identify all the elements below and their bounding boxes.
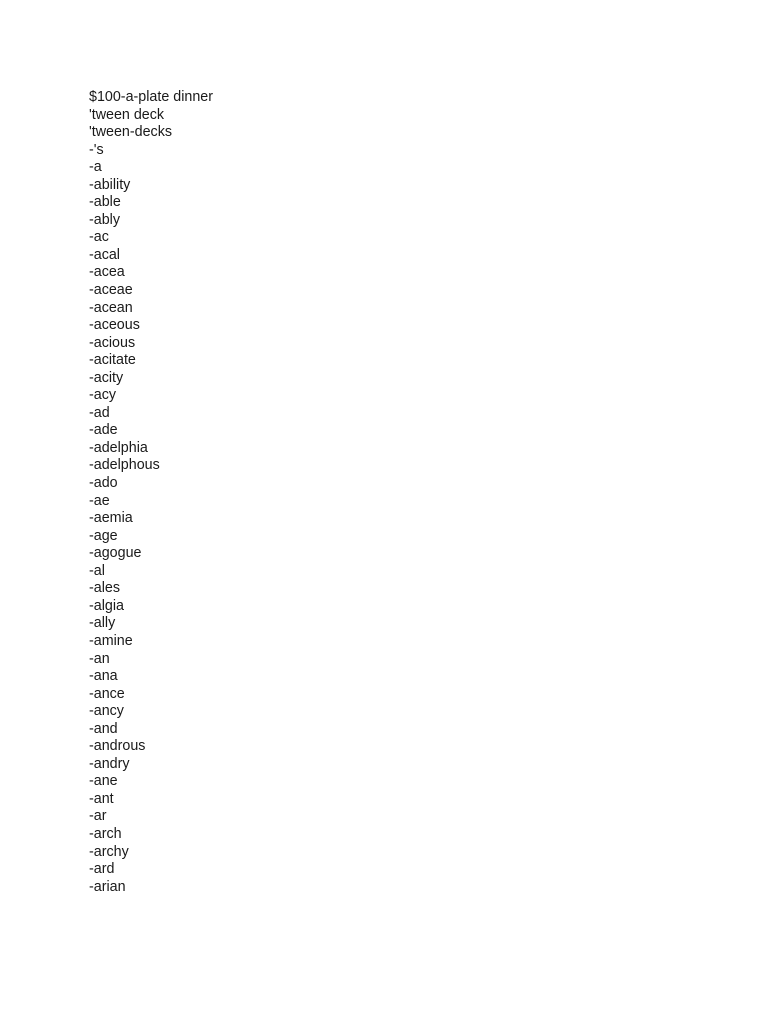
- list-item: -acious: [89, 334, 136, 351]
- list-item: -aceous: [89, 317, 140, 334]
- list-item: -a: [89, 159, 102, 176]
- list-item: -al: [89, 562, 105, 579]
- list-item: $100-a-plate dinner: [89, 89, 213, 105]
- list-item: -ade: [89, 422, 118, 439]
- list-item: -acy: [89, 387, 117, 404]
- list-item: -archy: [89, 843, 129, 860]
- list-item: -algia: [89, 597, 124, 614]
- list-item: -adelphous: [89, 457, 160, 474]
- list-item: -ant: [89, 790, 114, 807]
- list-item: -ally: [89, 615, 116, 632]
- list-item: -acity: [89, 369, 124, 386]
- list-item: -ana: [89, 668, 118, 685]
- list-item: -arian: [89, 878, 126, 895]
- list-item: -ae: [89, 492, 110, 509]
- list-item: -ales: [89, 580, 120, 597]
- list-item: -amine: [89, 632, 133, 649]
- list-item: -andry: [89, 755, 130, 772]
- list-item: 'tween deck: [89, 106, 165, 123]
- list-item: -an: [89, 650, 110, 667]
- list-item: -ably: [89, 211, 120, 228]
- list-item: -aceae: [89, 282, 133, 299]
- list-item: -androus: [89, 738, 146, 755]
- list-item: -ac: [89, 229, 109, 246]
- list-item: 'tween-decks: [89, 124, 172, 141]
- list-item: -acal: [89, 246, 120, 263]
- list-item: -ad: [89, 404, 110, 421]
- list-item: -able: [89, 194, 121, 211]
- list-item: -ado: [89, 475, 118, 492]
- list-item: -agogue: [89, 545, 142, 562]
- list-item: -acean: [89, 299, 133, 316]
- list-item: -'s: [89, 141, 104, 158]
- list-item: -ar: [89, 808, 107, 825]
- list-item: -acea: [89, 264, 125, 281]
- list-item: -age: [89, 527, 118, 544]
- list-item: -ane: [89, 773, 118, 790]
- list-item: -and: [89, 720, 118, 737]
- list-item: -ard: [89, 861, 115, 878]
- word-list: [89, 89, 213, 896]
- list-item: -acitate: [89, 352, 136, 369]
- list-item: -ance: [89, 685, 125, 702]
- list-item: -ability: [89, 176, 131, 193]
- list-item: -arch: [89, 825, 122, 842]
- list-item: -aemia: [89, 510, 133, 527]
- list-item: -adelphia: [89, 439, 148, 456]
- list-item: -ancy: [89, 703, 124, 720]
